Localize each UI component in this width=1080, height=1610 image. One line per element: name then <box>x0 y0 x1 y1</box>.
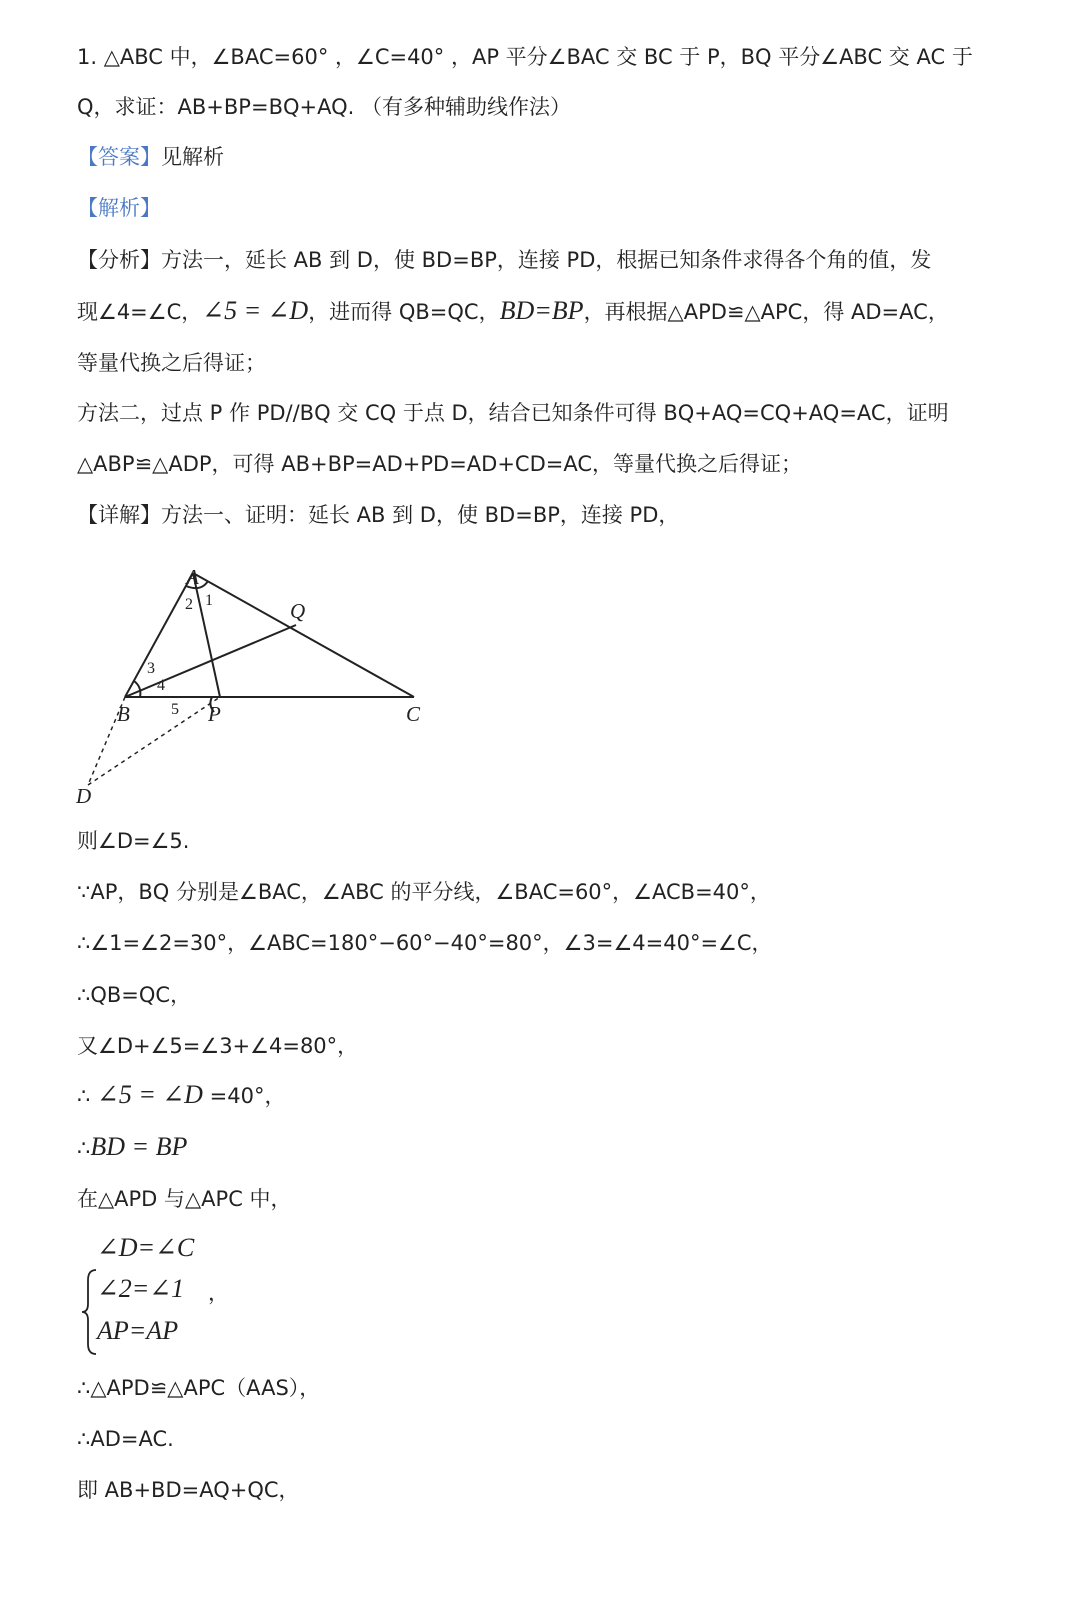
proof-step-8: 在△APD 与△APC 中， <box>77 1187 292 1211</box>
case-line-2: ∠2=∠1 <box>97 1274 185 1303</box>
analysis-m1-2d: BD=BP <box>499 296 584 325</box>
problem-line-2: Q，求证：AB+BP=BQ+AQ. （有多种辅助线作法） <box>77 95 571 119</box>
proof-step-1: 则∠D=∠5. <box>77 829 190 853</box>
proof-step-4: ∴QB=QC， <box>77 983 192 1007</box>
angle-label-5: 5 <box>171 701 179 718</box>
analysis-method1-line2 <box>77 296 949 327</box>
proof-step-2: ∵AP，BQ 分别是∠BAC，∠ABC 的平分线，∠BAC=60°，∠ACB=40°， <box>77 880 771 904</box>
angle-arc-b <box>134 681 140 697</box>
proof-step-3: ∴∠1=∠2=30°，∠ABC=180°−60°−40°=80°，∠3=∠4=40°=∠C， <box>77 931 773 955</box>
analysis-m1-2e: ，再根据△APD≌△APC，得 AD=AC， <box>583 300 949 324</box>
analysis-method1-line3: 等量代换之后得证； <box>77 351 266 375</box>
problem-line-1: 1. △ABC 中，∠BAC=60° ，∠C=40° ，AP 平分∠BAC 交 BC 于 P，BQ 平分∠ABC 交 AC 于 <box>77 45 973 69</box>
label-p: P <box>208 701 221 726</box>
angle-label-4: 4 <box>157 677 165 694</box>
label-a: A <box>186 565 199 589</box>
analysis-heading: 【解析】 <box>77 196 161 220</box>
case-line-1: ∠D=∠C <box>97 1233 195 1262</box>
analysis-m1-2c: ，进而得 QB=QC， <box>308 300 500 324</box>
label-c: C <box>406 701 421 726</box>
proof-step-5: 又∠D+∠5=∠3+∠4=80°， <box>77 1034 359 1058</box>
angle-label-2: 2 <box>185 596 193 613</box>
analysis-method2-line2: △ABP≌△ADP，可得 AB+BP=AD+PD=AD+CD=AC，等量代换之后得证； <box>77 452 803 476</box>
analysis-m1-text1: 方法一，延长 AB 到 D，使 BD=BP，连接 PD，根据已知条件求得各个角的值，发 <box>161 248 932 272</box>
proof-6a: ∴ <box>77 1084 98 1108</box>
angle-label-1: 1 <box>205 592 213 609</box>
proof-step-9: ∴△APD≌△APC（AAS）， <box>77 1376 321 1400</box>
label-q: Q <box>290 598 306 623</box>
proof-6b: ∠5 = ∠D <box>97 1080 203 1109</box>
analysis-m1-2a: 现∠4=∠C， <box>77 300 203 324</box>
proof-step-7 <box>77 1132 187 1163</box>
segment-ac <box>193 573 414 697</box>
segment-pd-dashed <box>88 697 220 785</box>
proof-step-6 <box>77 1080 285 1111</box>
case-line-3: AP=AP <box>97 1316 179 1345</box>
case-comma: ， <box>208 1281 229 1305</box>
proof-step-11: 即 AB+BD=AQ+QC， <box>77 1478 300 1502</box>
detail-tag: 【详解】 <box>77 503 161 527</box>
analysis-method2-line1: 方法二，过点 P 作 PD//BQ 交 CQ 于点 D，结合已知条件可得 BQ+AQ=CQ+AQ=AC，证明 <box>77 401 949 425</box>
analysis-m1-2b: ∠5 = ∠D <box>202 296 309 325</box>
proof-step-10: ∴AD=AC. <box>77 1427 174 1451</box>
detail-intro-line <box>77 500 679 530</box>
answer-tag: 【答案】 <box>77 145 161 169</box>
label-d: D <box>76 783 92 808</box>
proof-7a: ∴ <box>77 1136 91 1160</box>
proof-7b: BD = BP <box>90 1132 188 1161</box>
detail-intro: 方法一、证明：延长 AB 到 D，使 BD=BP，连接 PD， <box>161 503 680 527</box>
analysis-tag: 【分析】 <box>77 248 161 272</box>
answer-line <box>77 142 224 172</box>
proof-6c: =40°， <box>202 1084 286 1108</box>
answer-text: 见解析 <box>161 145 224 169</box>
triangle-figure <box>70 565 450 815</box>
label-b: B <box>117 701 130 726</box>
analysis-method1-line1 <box>77 245 931 275</box>
angle-label-3: 3 <box>147 660 155 677</box>
